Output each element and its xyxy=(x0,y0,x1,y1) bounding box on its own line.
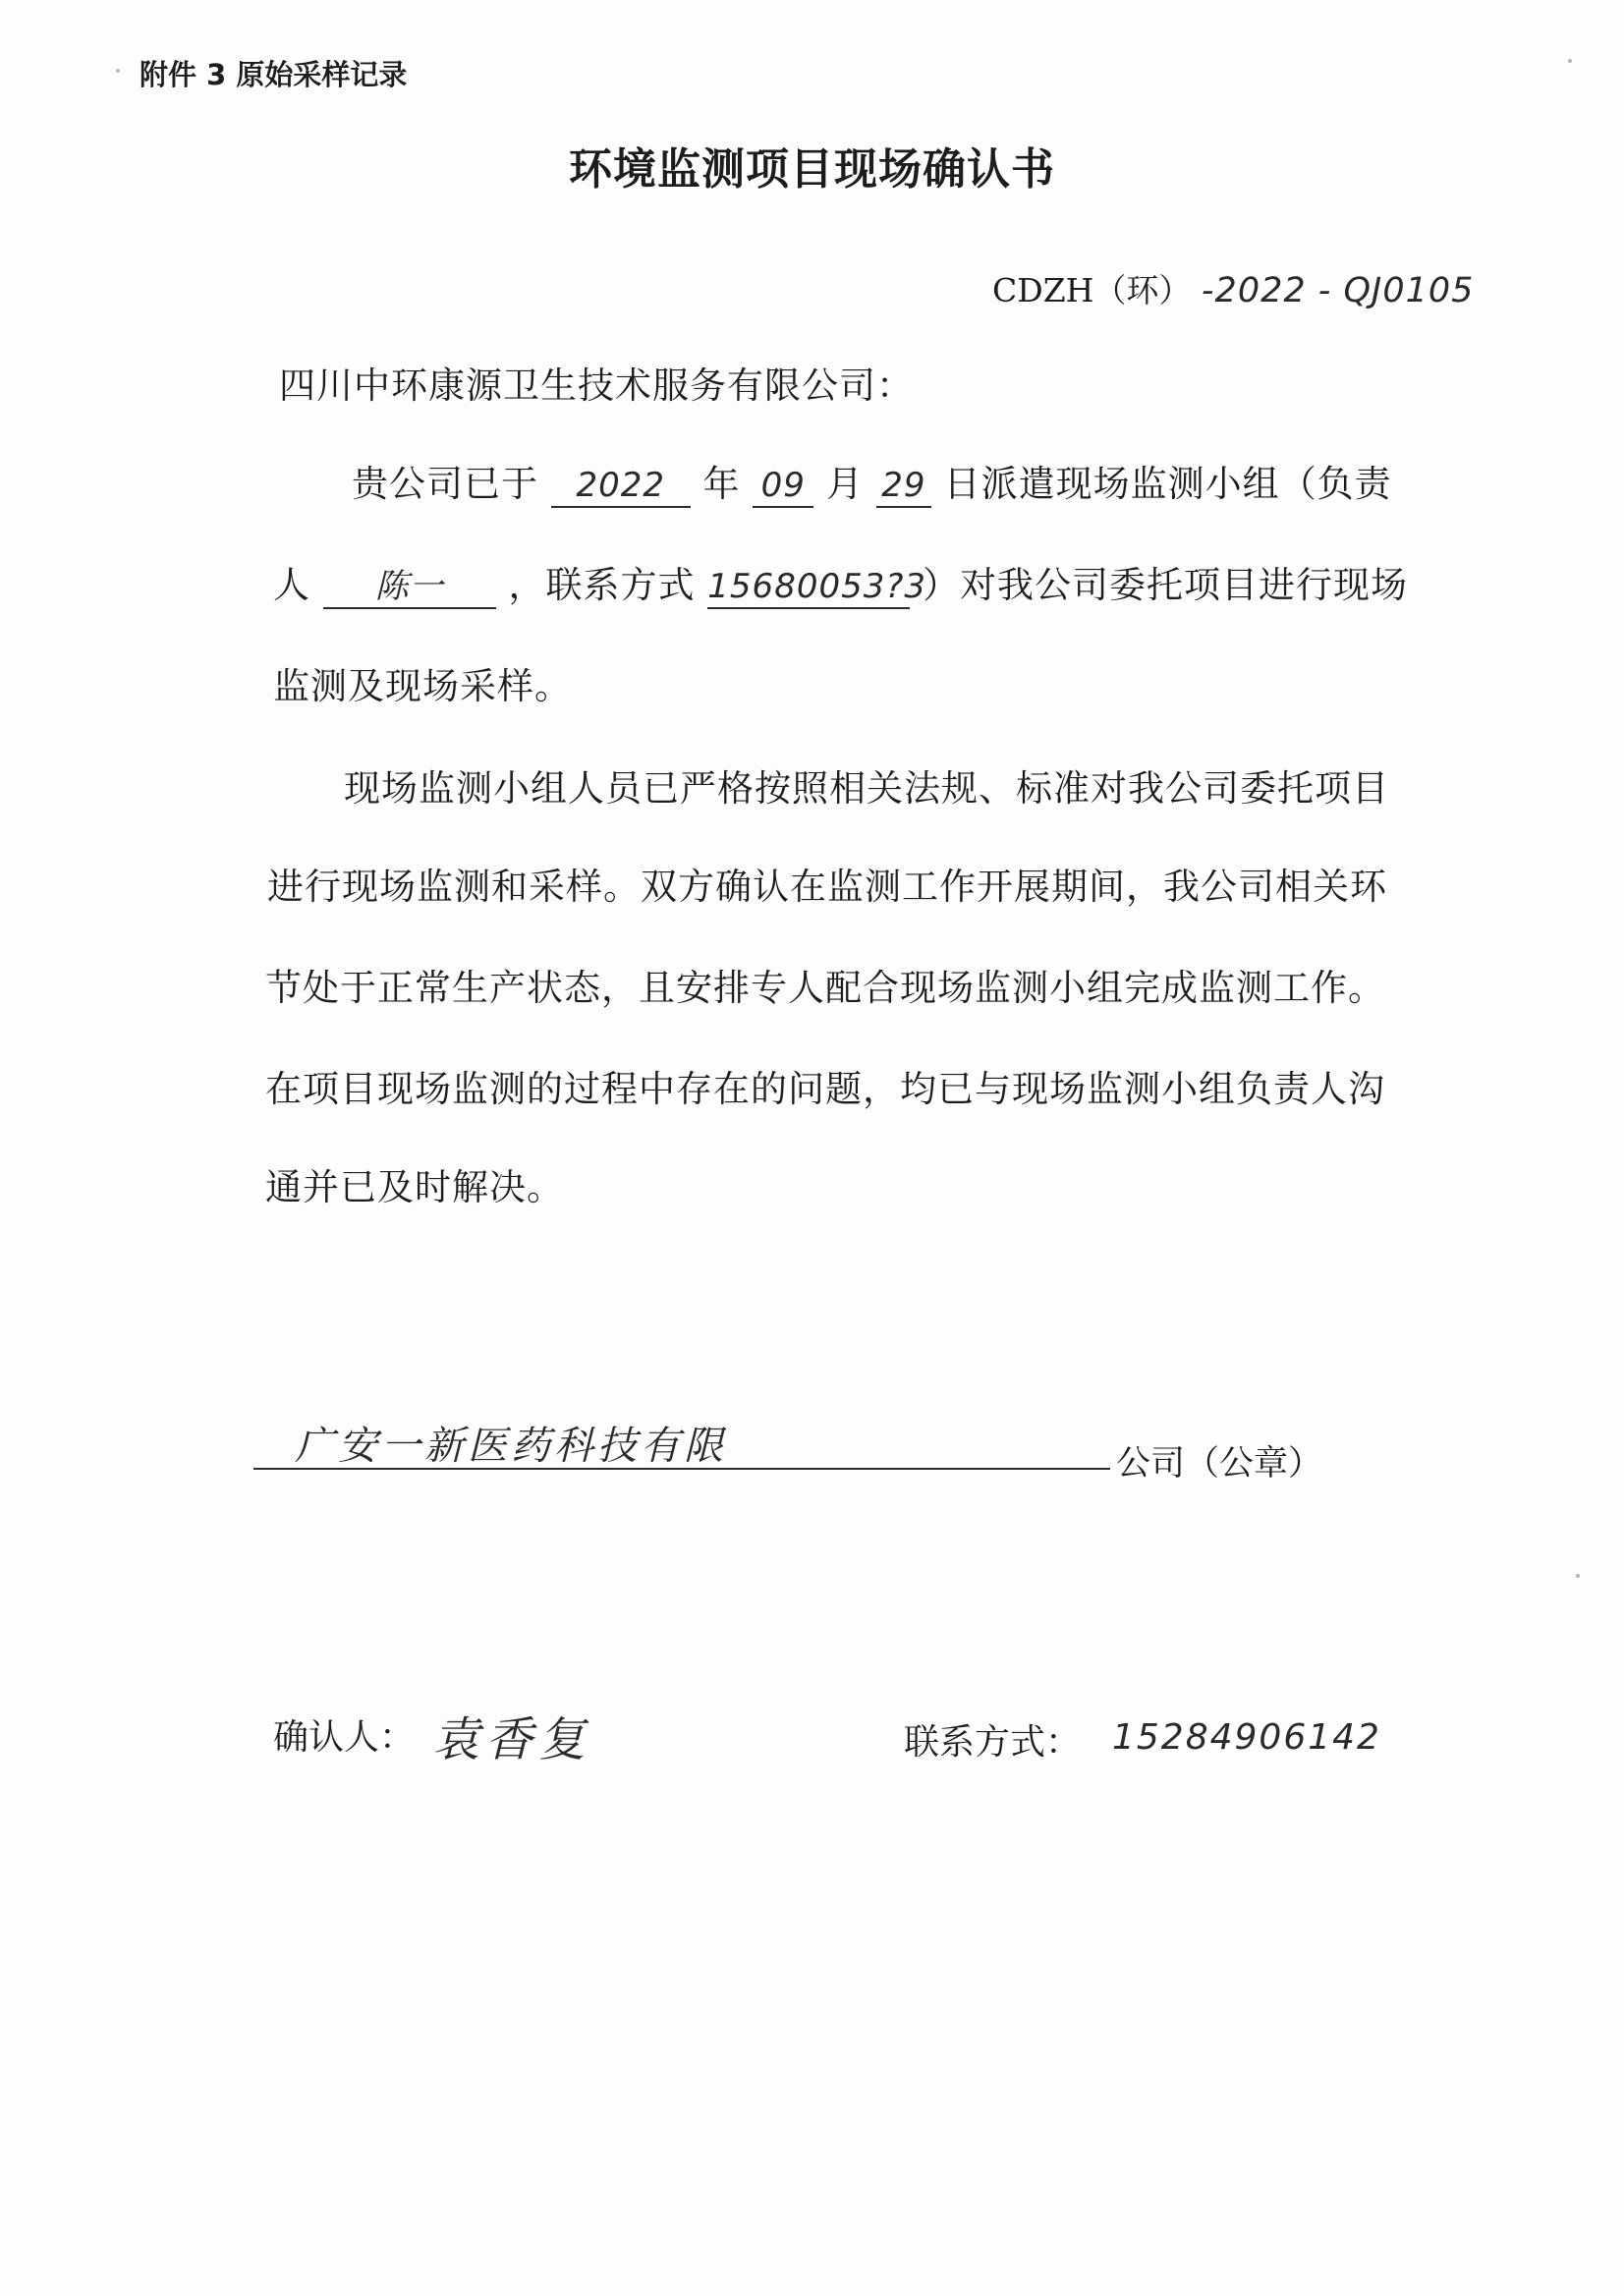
company-underline xyxy=(253,1464,1110,1470)
year-value: 2022 xyxy=(576,466,666,505)
paragraph-2-line-4: 在项目现场监测的过程中存在的问题，均已与现场监测小组负责人沟 xyxy=(265,1068,1385,1110)
day-field xyxy=(876,464,931,508)
day-value: 29 xyxy=(881,466,926,505)
text-segment: 日派遣现场监测小组（负责 xyxy=(943,463,1392,505)
document-number-prefix: CDZH（环） xyxy=(992,271,1192,309)
text-segment: 贵公司已于 xyxy=(352,463,538,505)
paragraph-2-line-2: 进行现场监测和采样。双方确认在监测工作开展期间，我公司相关环 xyxy=(267,866,1387,908)
contact-label: 联系方式： xyxy=(904,1722,1082,1763)
text-segment: ，联系方式 xyxy=(508,564,696,606)
leader-field xyxy=(323,565,496,609)
scan-speck xyxy=(1576,1574,1580,1578)
paragraph-2-line-5: 通并已及时解决。 xyxy=(265,1166,564,1208)
text-segment: 人 xyxy=(273,564,310,606)
addressee: 四川中环康源卫生技术服务有限公司： xyxy=(279,364,914,407)
document-number-handwritten: -2022 - QJ0105 xyxy=(1201,271,1475,310)
document-title: 环境监测项目现场确认书 xyxy=(569,144,1055,195)
scan-speck xyxy=(1568,59,1572,63)
document-number xyxy=(992,265,1474,311)
company-seal-label: 公司（公章） xyxy=(1116,1444,1323,1484)
month-field xyxy=(753,464,813,508)
leader-value: 陈一 xyxy=(374,567,444,606)
text-segment: ）对我公司委托项目进行现场 xyxy=(923,564,1409,606)
paragraph-2-line-3: 节处于正常生产状态，且安排专人配合现场监测小组完成监测工作。 xyxy=(265,967,1385,1009)
scan-speck xyxy=(116,69,120,73)
confirmer-label: 确认人： xyxy=(273,1717,416,1758)
text-segment: 月 xyxy=(826,463,865,505)
confirmer-signature: 袁香复 xyxy=(432,1712,592,1767)
paragraph-1-line-3: 监测及现场采样。 xyxy=(273,665,572,707)
text-segment: 年 xyxy=(702,463,741,505)
leader-phone-field xyxy=(707,565,927,609)
month-value: 09 xyxy=(760,466,806,505)
company-name-handwritten: 广安一新医药科技有限 xyxy=(295,1424,727,1469)
paragraph-1-line-1 xyxy=(352,454,1392,508)
leader-phone-value: 15680053?3 xyxy=(707,567,927,606)
contact-value: 15284906142 xyxy=(1112,1717,1381,1758)
paragraph-2-line-1: 现场监测小组人员已严格按照相关法规、标准对我公司委托项目 xyxy=(344,767,1389,810)
annex-label: 附件 3 原始采样记录 xyxy=(140,58,408,91)
year-field xyxy=(551,464,691,508)
paragraph-1-line-2 xyxy=(273,555,1408,609)
